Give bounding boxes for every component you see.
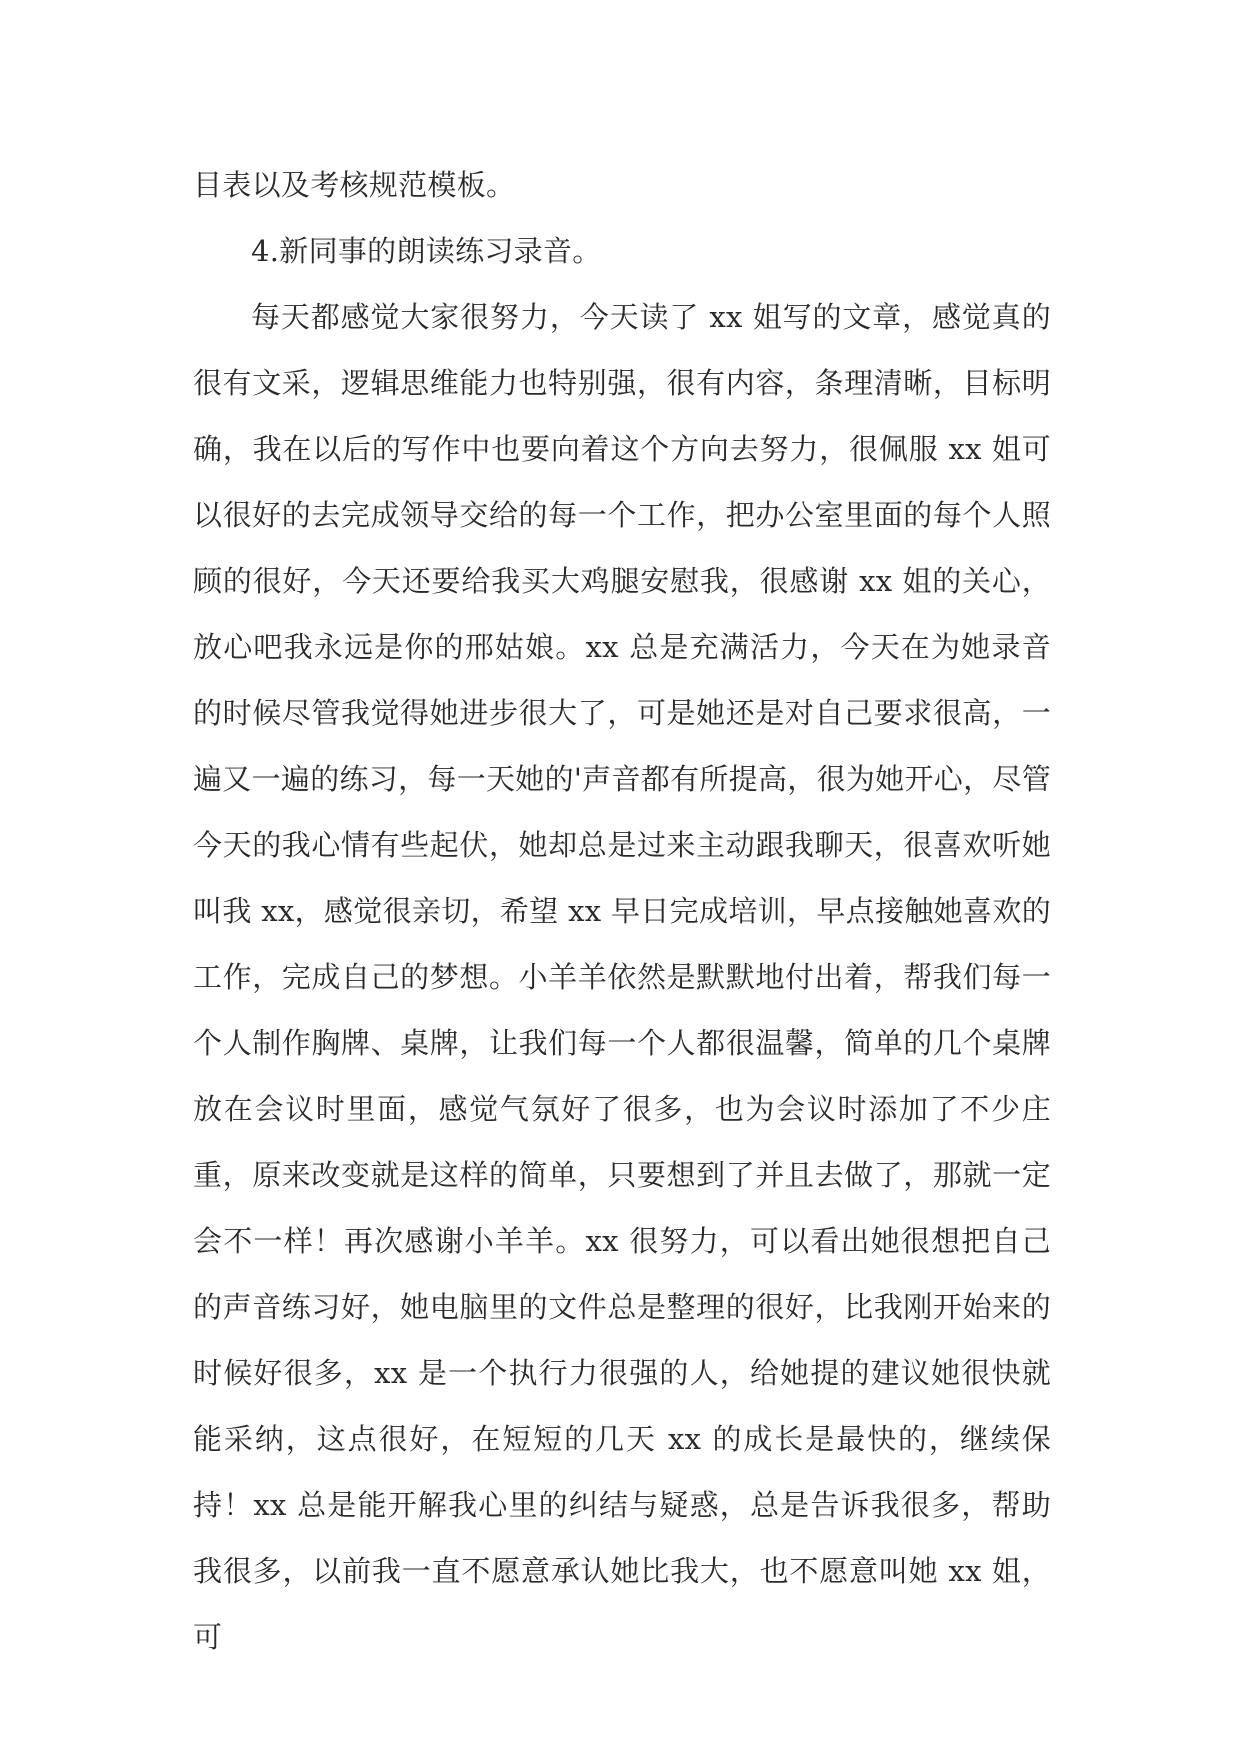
paragraph-continuation: 目表以及考核规范模板。	[193, 168, 516, 202]
document-body	[193, 152, 1051, 1670]
paragraph-body: 每天都感觉大家很努力，今天读了 xx 姐写的文章，感觉真的很有文采，逻辑思维能力也特别强，很有内容，条理清晰，目标明确，我在以后的写作中也要向着这个方向去努力，很佩服 xx 姐可以很好的去完成领导交给的每一个工作，把办公室里面的每个人照顾的很好，今天还要给我买大鸡腿安慰我，很感谢 xx 姐的关心，放心吧我永远是你的邢姑娘。xx 总是充满活力，今天在为她录音的时候尽管我觉得她进步很大了，可是她还是对自己要求很高，一遍又一遍的练习，每一天她的'声音都有所提高，很为她开心，尽管今天的我心情有些起伏，她却总是过来主动跟我聊天，很喜欢听她叫我 xx，感觉很亲切，希望 xx 早日完成培训，早点接触她喜欢的工作，完成自己的梦想。小羊羊依然是默默地付出着，帮我们每一个人制作胸牌、桌牌，让我们每一个人都很温馨，简单的几个桌牌放在会议时里面，感觉气氛好了很多，也为会议时添加了不少庄重，原来改变就是这样的简单，只要想到了并且去做了，那就一定会不一样！再次感谢小羊羊。xx 很努力，可以看出她很想把自己的声音练习好，她电脑里的文件总是整理的很好，比我刚开始来的时候好很多，xx 是一个执行力很强的人，给她提的建议她很快就能采纳，这点很好，在短短的几天 xx 的成长是最快的，继续保持！xx 总是能开解我心里的纠结与疑惑，总是告诉我很多，帮助我很多，以前我一直不愿意承认她比我大，也不愿意叫她 xx 姐，可	[193, 300, 1051, 1654]
paragraph-list-item-4: 4.新同事的朗读练习录音。	[251, 234, 602, 268]
